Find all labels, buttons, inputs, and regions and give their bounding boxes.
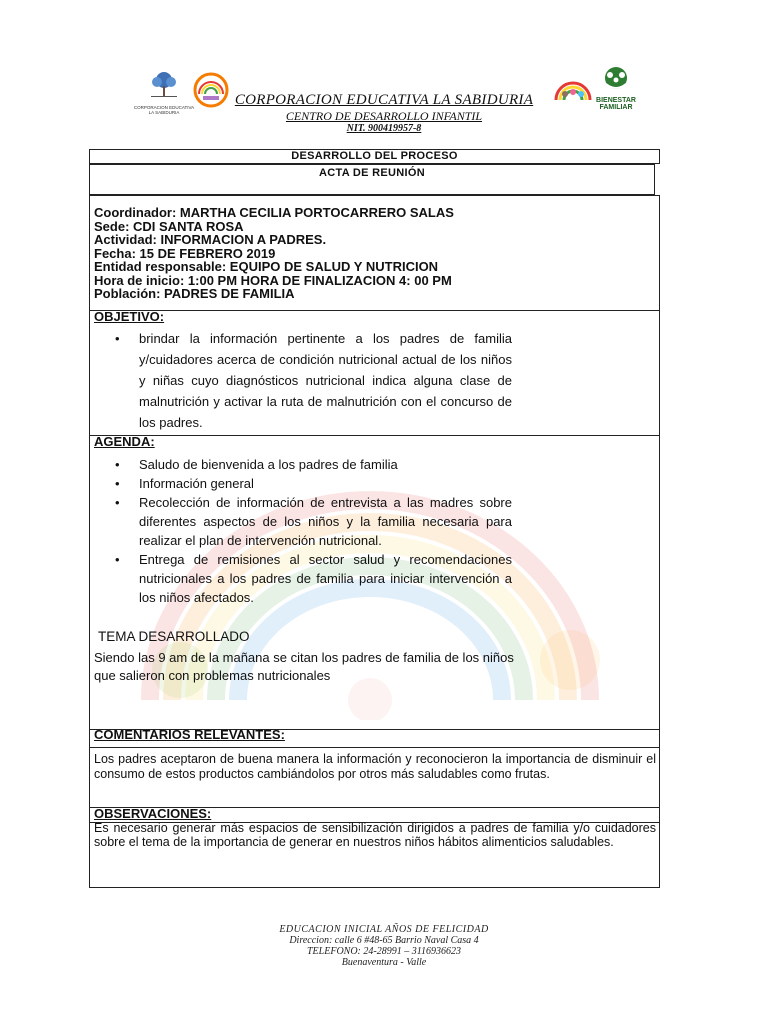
- corporacion-logo-text: CORPORACION EDUCATIVA: [133, 105, 195, 110]
- observaciones-title: OBSERVACIONES:: [94, 806, 212, 821]
- agenda-list: [115, 455, 512, 607]
- objetivo-title: OBJETIVO:: [94, 309, 165, 324]
- divider-agenda: [89, 435, 659, 436]
- footer-city: Buenaventura - Valle: [341, 957, 427, 968]
- tema-title: TEMA DESARROLLADO: [98, 629, 250, 644]
- fecha-line: Fecha: 15 DE FEBRERO 2019: [94, 245, 276, 261]
- comentarios-text: Los padres aceptaron de buena manera la información y reconocieron la importancia de disminuir el consumo de estos productos cambiándolos por otros más saludables como frutas.: [94, 752, 656, 781]
- family-icon: [594, 66, 638, 92]
- coordinator-line: Coordinador: MARTHA CECILIA PORTOCARRERO SALAS: [94, 205, 454, 220]
- agenda-item: • Entrega de remisiones al sector salud y recomendaciones nutricionales a los padres de familia para iniciar intervención a los niños afectados.: [115, 550, 512, 607]
- doc-type: ACTA DE REUNIÓN: [319, 167, 425, 179]
- actividad-line: Actividad: INFORMACION A PADRES.: [94, 232, 327, 247]
- nit: NIT. 900419957-8: [346, 123, 422, 134]
- objetivo-text: • brindar la información pertinente a los padres de familia y/cuidadores acerca de condición nutricional actual de los niños y niñas cuyo diagnósticos nutricional indica alguna clase de malnutrición y activar la ruta de malnutrición con el concurso de los padres.: [115, 328, 512, 433]
- entidad-line: Entidad responsable: EQUIPO DE SALUD Y NUTRICION: [94, 259, 439, 274]
- comentarios-title: COMENTARIOS RELEVANTES:: [94, 727, 285, 742]
- sede-line: Sede: CDI SANTA ROSA: [94, 218, 244, 234]
- section-heading: DESARROLLO DEL PROCESO: [291, 150, 458, 162]
- divider-comentarios-text: [89, 747, 659, 748]
- doc-type-box: [89, 164, 655, 195]
- section-heading-box: [89, 149, 660, 164]
- bienestar-text-2: FAMILIAR: [599, 104, 633, 111]
- observaciones-text: Es necesario generar más espacios de sensibilización dirigidos a padres de familia y/o cuidadores sobre el tema de la importancia de generar en nuestros niños hábitos alimenticios saludables.: [94, 821, 656, 849]
- agenda-item: • Recolección de información de entrevista a las madres sobre diferentes aspectos de los niños y la familia necesaria para realizar el plan de intervención nutricional.: [115, 493, 512, 550]
- bienestar-text-1: BIENESTAR: [596, 97, 636, 104]
- poblacion-line: Población: PADRES DE FAMILIA: [94, 286, 295, 301]
- meeting-info: [94, 206, 654, 301]
- footer-address: Direccion: calle 6 #48-65 Barrio Naval Casa 4: [289, 935, 479, 946]
- agenda-title: AGENDA:: [94, 434, 155, 449]
- org-name: CORPORACION EDUCATIVA LA SABIDURIA: [234, 92, 534, 108]
- agenda-item: • Saludo de bienvenida a los padres de familia: [115, 455, 512, 474]
- tema-text: Siendo las 9 am de la mañana se citan los padres de familia de los niños que salieron con problemas nutricionales: [94, 650, 514, 683]
- hora-line: Hora de inicio: 1:00 PM HORA DE FINALIZACION 4: 00 PM: [94, 272, 452, 288]
- footer-phone: TELEFONO: 24-28991 – 3116936623: [307, 946, 461, 957]
- center-name: CENTRO DE DESARROLLO INFANTIL: [285, 109, 483, 123]
- agenda-item: • Información general: [115, 474, 512, 493]
- footer: [0, 924, 768, 968]
- objetivo-list: [115, 328, 512, 433]
- footer-slogan: EDUCACION INICIAL AÑOS DE FELICIDAD: [279, 924, 489, 935]
- corporacion-logo-text-2: LA SABIDURIA: [148, 110, 180, 115]
- divider-objetivo: [89, 310, 659, 311]
